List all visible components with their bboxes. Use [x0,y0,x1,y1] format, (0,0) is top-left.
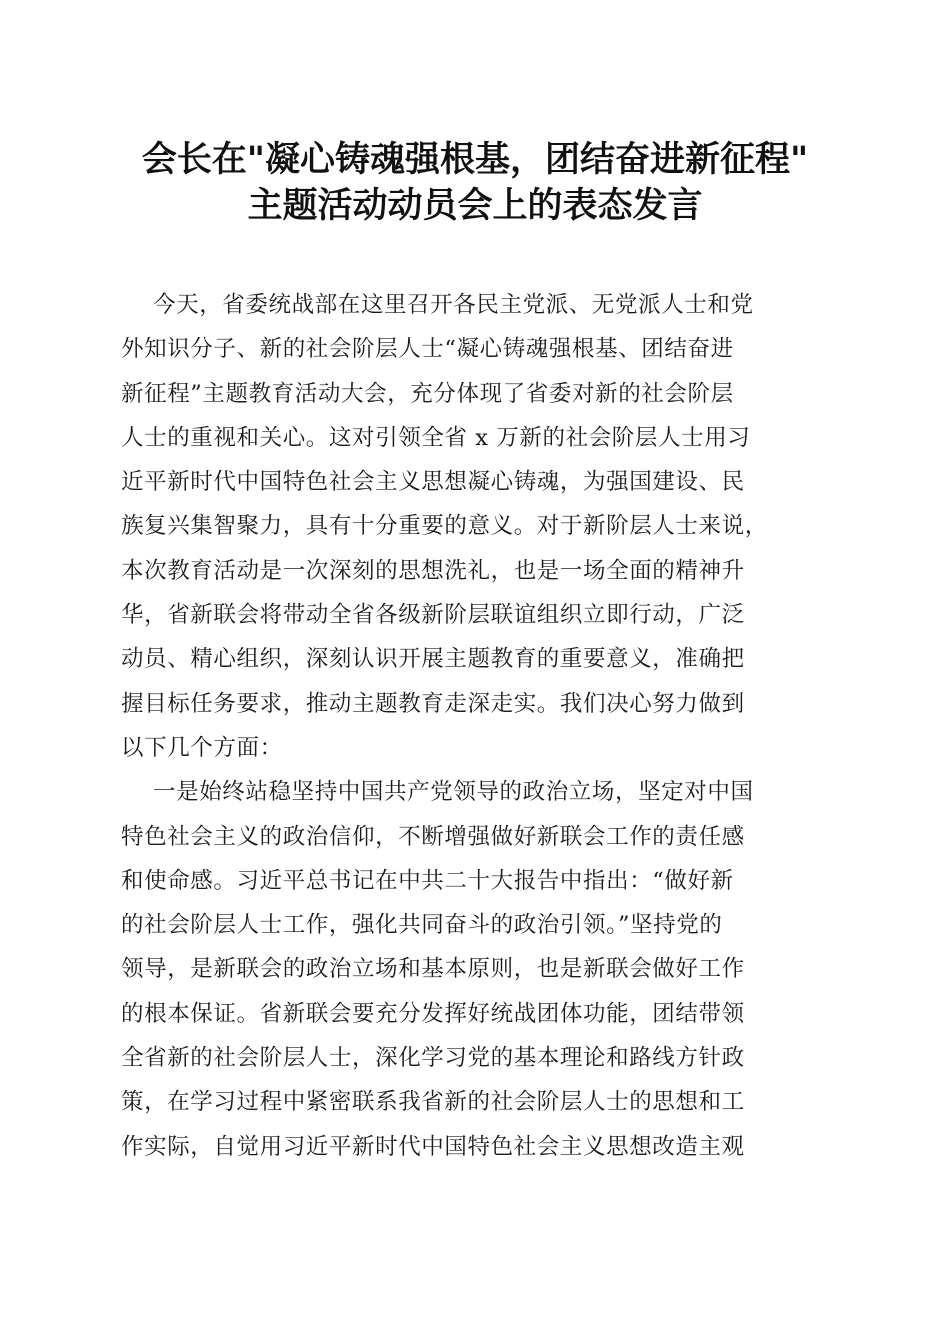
paragraph-1-line-1: 今天，省委统战部在这里召开各民主党派、无党派人士和党 [153,292,754,318]
paragraph-2-line-4: 的社会阶层人士工作，强化共同奋斗的政治引领。”坚持党的 [121,912,723,939]
paragraph-1-line-3: 新征程”主题教育活动大会，充分体现了省委对新的社会阶层 [121,380,734,407]
paragraph-2-line-3: 和使命感。习近平总书记在中共二十大报告中指出：“做好新 [121,867,734,894]
document-title-line-2: 主题活动动员会上的表态发言 [247,185,703,226]
paragraph-2-line-9: 作实际，自觉用习近平新时代中国特色社会主义思想改造主观 [121,1133,745,1160]
paragraph-2-line-1: 一是始终站稳坚持中国共产党领导的政治立场，坚定对中国 [153,779,754,806]
paragraph-1-line-2: 外知识分子、新的社会阶层人士“凝心铸魂强根基、团结奋进 [121,336,734,363]
paragraph-1-line-8: 华，省新联会将带动全省各级新阶层联谊组织立即行动，广泛 [121,602,745,629]
paragraph-1-line-6: 族复兴集智聚力，具有十分重要的意义。对于新阶层人士来说， [121,513,768,540]
document-body [121,283,829,1169]
paragraph-2-line-8: 策，在学习过程中紧密联系我省新的社会阶层人士的思想和工 [121,1089,745,1116]
paragraph-1-line-9: 动员、精心组织，深刻认识开展主题教育的重要意义，准确把 [121,646,745,673]
paragraph-1-line-11: 以下几个方面： [121,734,283,761]
paragraph-2-line-6: 的根本保证。省新联会要充分发挥好统战团体功能，团结带领 [121,1000,745,1027]
paragraph-1-line-10: 握目标任务要求，推动主题教育走深走实。我们决心努力做到 [121,690,745,717]
paragraph-2-line-2: 特色社会主义的政治信仰，不断增强做好新联会工作的责任感 [121,823,745,850]
paragraph-1-line-5: 近平新时代中国特色社会主义思想凝心铸魂，为强国建设、民 [121,469,745,496]
paragraph-2-line-7: 全省新的社会阶层人士，深化学习党的基本理论和路线方针政 [121,1045,745,1072]
document-title-line-1: 会长在"凝心铸魂强根基，团结奋进新征程" [141,139,809,180]
paragraph-1-line-7: 本次教育活动是一次深刻的思想洗礼，也是一场全面的精神升 [121,557,745,584]
paragraph-1-line-4: 人士的重视和关心。这对引领全省 x 万新的社会阶层人士用习 [121,424,751,451]
paragraph-2-line-5: 领导，是新联会的政治立场和基本原则，也是新联会做好工作 [121,956,745,983]
